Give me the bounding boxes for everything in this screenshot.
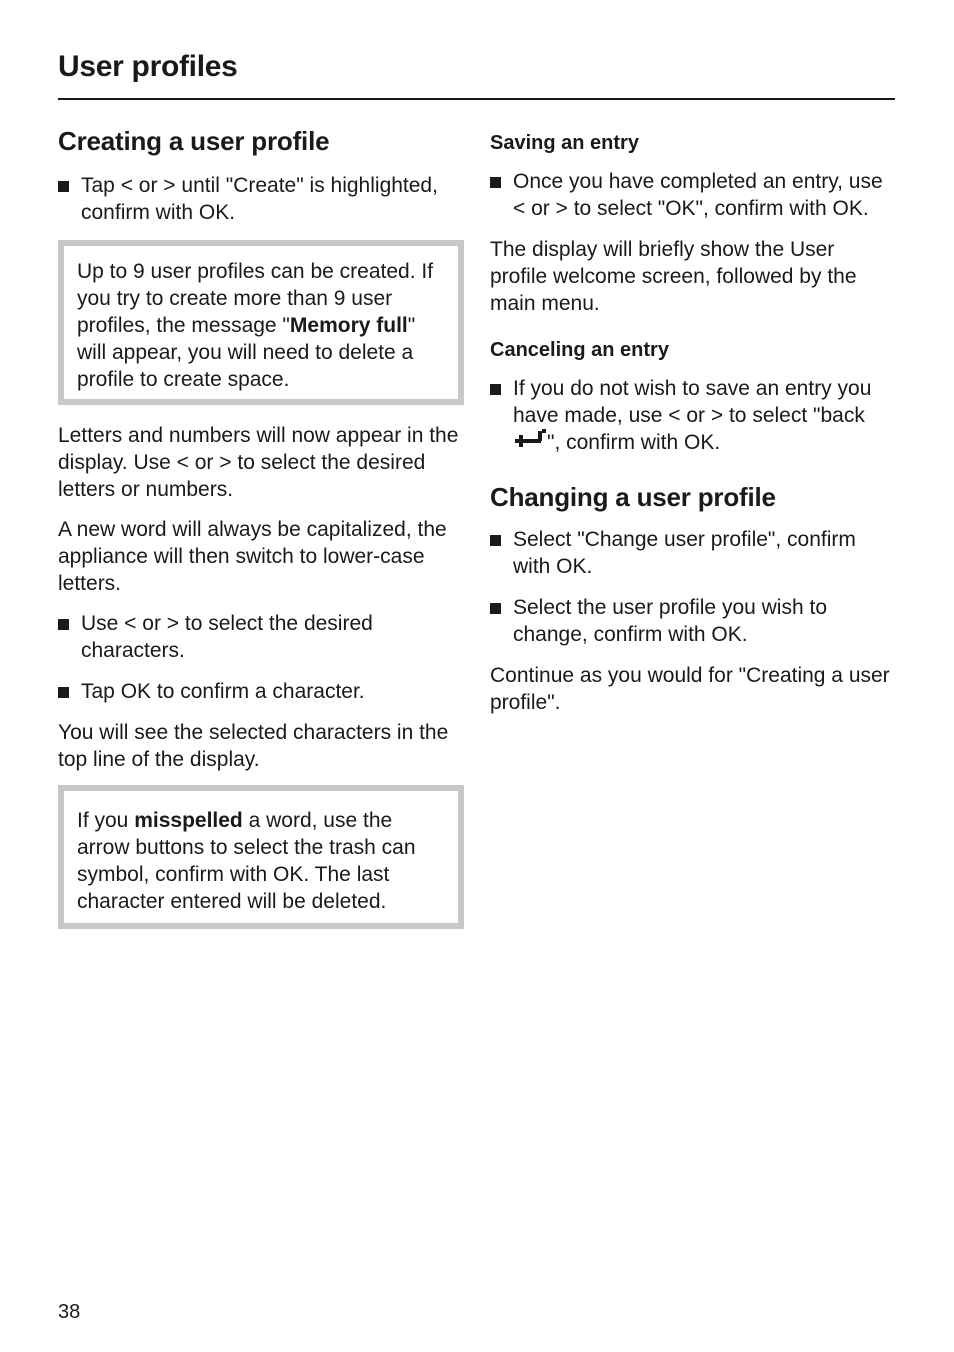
bullet-square-icon: [58, 687, 69, 698]
saving-heading: Saving an entry: [490, 132, 639, 154]
bullet-square-icon: [58, 181, 69, 192]
right-column: [490, 124, 896, 729]
list-item-text: Once you have completed an entry, use < or > to select "OK", confirm with OK.: [513, 170, 883, 220]
bullet-square-icon: [58, 619, 69, 630]
note-text-part: If you: [77, 809, 135, 832]
note-bold-text: Memory full: [289, 314, 408, 337]
page-number: 38: [58, 1301, 81, 1323]
creating-heading: Creating a user profile: [58, 126, 330, 156]
paragraph: Letters and numbers will now appear in the display. Use < or > to select the desired letters or numbers.: [58, 424, 459, 501]
bullet-square-icon: [490, 603, 501, 614]
paragraph: A new word will always be capitalized, the appliance will then switch to lower-case letters.: [58, 518, 447, 595]
note-box-misspelled: [58, 785, 464, 929]
note-box-memory: [58, 240, 464, 405]
list-item: [58, 610, 464, 664]
list-item-text-part: ", confirm with OK.: [547, 431, 721, 454]
list-item: [490, 526, 896, 580]
paragraph: Continue as you would for "Creating a user profile".: [490, 664, 890, 714]
changing-heading: Changing a user profile: [490, 482, 776, 512]
list-item: [490, 375, 896, 456]
list-item-text: Use < or > to select the desired characters.: [81, 612, 373, 662]
note-text: [77, 258, 450, 393]
list-item-text: Tap < or > until "Create" is highlighted, confirm with OK.: [81, 174, 438, 224]
list-item-text: Tap OK to confirm a character.: [81, 680, 365, 703]
saving-steps: [490, 168, 896, 222]
note-bold-text: misspelled: [134, 809, 243, 832]
back-arrow-icon: [513, 429, 547, 451]
note-text: [77, 807, 450, 915]
bullet-square-icon: [490, 535, 501, 546]
list-item: [490, 168, 896, 222]
canceling-steps: [490, 375, 896, 456]
list-item-text: Select "Change user profile", confirm with OK.: [513, 528, 856, 578]
note-text-part: Up to 9 user profiles can be created. If you try to create more than 9 user profiles, the message ": [77, 260, 434, 337]
list-item: [58, 172, 464, 226]
title-divider: [58, 98, 895, 100]
page-title: User profiles: [58, 50, 238, 83]
list-item: [490, 594, 896, 648]
bullet-square-icon: [490, 177, 501, 188]
list-item: [58, 678, 464, 705]
canceling-heading: Canceling an entry: [490, 339, 669, 361]
left-column: [58, 124, 464, 946]
changing-steps: [490, 526, 896, 648]
list-item-text: [513, 377, 871, 454]
creating-steps: [58, 172, 464, 226]
note-text-part: " will appear, you will need to delete a profile to create space.: [77, 314, 416, 391]
paragraph: You will see the selected characters in the top line of the display.: [58, 721, 449, 771]
note-text-part: a word, use the arrow buttons to select the trash can symbol, confirm with OK. The last character entered will be deleted.: [77, 809, 416, 913]
bullet-square-icon: [490, 384, 501, 395]
character-steps: [58, 610, 464, 705]
list-item-text: Select the user profile you wish to change, confirm with OK.: [513, 596, 827, 646]
paragraph: The display will briefly show the User profile welcome screen, followed by the main menu.: [490, 238, 857, 315]
list-item-text-part: If you do not wish to save an entry you have made, use < or > to select "back: [513, 377, 872, 427]
